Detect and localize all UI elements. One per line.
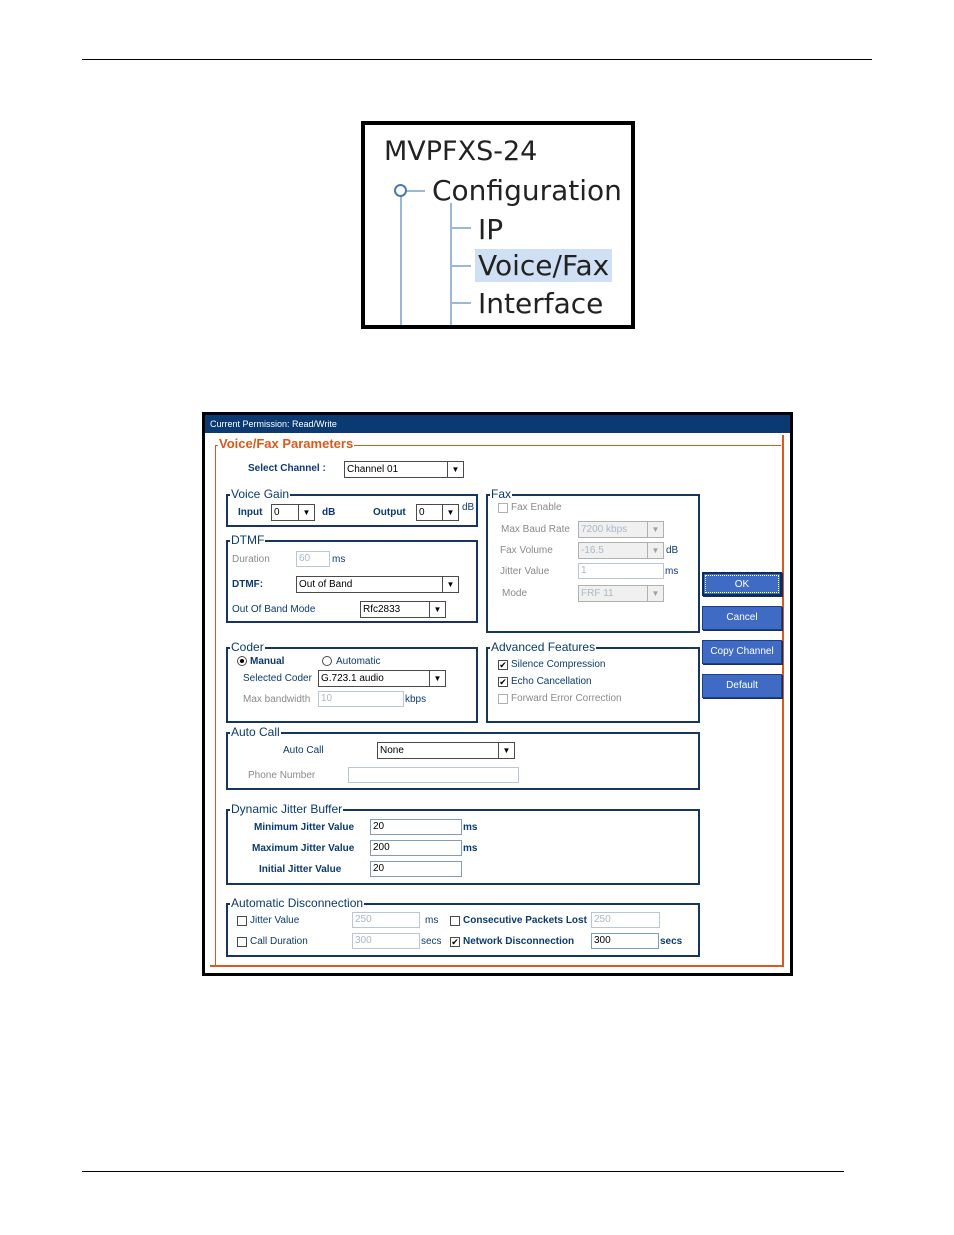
network-disconnection-label: Network Disconnection xyxy=(463,936,575,947)
disconnect-jitter-input[interactable]: 250 xyxy=(352,912,420,928)
input-gain-label: Input xyxy=(238,507,263,518)
voice-gain-title: Voice Gain xyxy=(231,487,290,501)
network-disconnection-unit: secs xyxy=(660,936,683,947)
dtmf-mode-combo[interactable]: Out of Band ▼ xyxy=(296,576,459,593)
max-bandwidth-input[interactable]: 10 xyxy=(318,691,404,707)
output-gain-unit: dB xyxy=(462,502,475,513)
echo-cancellation-label: Echo Cancellation xyxy=(511,676,592,687)
tree-item-ip[interactable]: IP xyxy=(478,213,504,246)
max-bandwidth-unit: kbps xyxy=(405,694,427,705)
max-baud-combo[interactable]: 7200 kbps ▼ xyxy=(578,521,664,538)
manual-label: Manual xyxy=(250,656,285,667)
dtmf-duration-input[interactable]: 60 xyxy=(296,551,330,567)
call-duration-checkbox[interactable] xyxy=(237,937,247,947)
phone-number-label: Phone Number xyxy=(248,770,316,781)
call-duration-input[interactable]: 300 xyxy=(352,933,420,949)
chevron-down-icon[interactable]: ▼ xyxy=(429,602,445,617)
fax-enable-checkbox[interactable] xyxy=(498,503,508,513)
min-jitter-label: Minimum Jitter Value xyxy=(254,822,355,833)
max-jitter-label: Maximum Jitter Value xyxy=(252,843,355,854)
auto-call-label: Auto Call xyxy=(283,745,324,756)
tree-root-label[interactable]: MVPFXS-24 xyxy=(384,136,538,167)
fax-volume-combo[interactable]: -16.5 ▼ xyxy=(578,542,664,559)
tree-item-voicefax[interactable]: Voice/Fax xyxy=(475,249,612,282)
silence-compression-label: Silence Compression xyxy=(511,659,606,670)
max-jitter-input[interactable]: 200 xyxy=(370,840,462,856)
dialog-content xyxy=(210,435,784,967)
automatic-label: Automatic xyxy=(336,656,381,667)
dtmf-title: DTMF xyxy=(231,533,265,547)
tree-item-interface[interactable]: Interface xyxy=(478,287,604,320)
jitter-value-checkbox[interactable] xyxy=(237,916,247,926)
tree-node-configuration[interactable]: Configuration xyxy=(432,174,622,207)
echo-cancellation-checkbox[interactable]: ✔ xyxy=(499,677,507,687)
advanced-features-title: Advanced Features xyxy=(491,640,596,654)
fec-checkbox[interactable] xyxy=(498,694,508,704)
network-disconnection-input[interactable]: 300 xyxy=(591,933,659,949)
chevron-down-icon[interactable]: ▼ xyxy=(298,505,314,520)
voice-fax-dialog xyxy=(202,412,793,976)
network-disconnection-checkbox[interactable]: ✔ xyxy=(451,937,459,947)
min-jitter-unit: ms xyxy=(463,822,478,833)
copy-channel-button[interactable]: Copy Channel xyxy=(702,640,782,664)
manual-radio[interactable] xyxy=(237,656,247,666)
fax-jitter-label: Jitter Value xyxy=(500,566,550,577)
silence-compression-checkbox[interactable]: ✔ xyxy=(499,660,507,670)
chevron-down-icon[interactable]: ▼ xyxy=(647,586,663,601)
fax-volume-unit: dB xyxy=(666,545,679,556)
initial-jitter-label: Initial Jitter Value xyxy=(259,864,342,875)
bottom-rule xyxy=(82,1171,844,1172)
oob-mode-label: Out Of Band Mode xyxy=(232,604,316,615)
ok-button[interactable]: OK xyxy=(702,572,782,596)
fax-mode-combo[interactable]: FRF 11 ▼ xyxy=(578,585,664,602)
permission-bar: Current Permission: Read/Write xyxy=(205,415,790,433)
auto-call-title: Auto Call xyxy=(231,725,280,739)
coder-title: Coder xyxy=(231,640,264,654)
tree-branch-ip xyxy=(451,227,471,229)
chevron-down-icon[interactable]: ▼ xyxy=(447,462,463,477)
fax-enable-label: Fax Enable xyxy=(511,502,562,513)
tree-branch-interface xyxy=(451,302,471,304)
select-channel-combo[interactable]: Channel 01 ▼ xyxy=(344,461,464,478)
chevron-down-icon[interactable]: ▼ xyxy=(442,505,458,520)
chevron-down-icon[interactable]: ▼ xyxy=(429,671,445,686)
output-gain-label: Output xyxy=(373,507,406,518)
consecutive-packets-checkbox[interactable] xyxy=(450,916,460,926)
select-channel-label: Select Channel : xyxy=(248,463,326,474)
dtmf-mode-label: DTMF: xyxy=(232,579,264,590)
jitter-buffer-title: Dynamic Jitter Buffer xyxy=(231,802,343,816)
auto-disconnect-title: Automatic Disconnection xyxy=(231,896,364,910)
max-jitter-unit: ms xyxy=(463,843,478,854)
output-gain-combo[interactable]: 0 ▼ xyxy=(416,504,459,521)
top-rule xyxy=(82,59,872,60)
tree-expand-icon[interactable] xyxy=(394,184,407,197)
input-gain-combo[interactable]: 0 ▼ xyxy=(271,504,315,521)
fax-jitter-input[interactable]: 1 xyxy=(578,563,664,579)
chevron-down-icon[interactable]: ▼ xyxy=(647,543,663,558)
input-gain-unit: dB xyxy=(322,507,336,518)
consecutive-packets-label: Consecutive Packets Lost xyxy=(463,915,587,926)
tree-child-line xyxy=(450,203,452,325)
disconnect-jitter-unit: ms xyxy=(425,915,439,926)
navigation-tree xyxy=(361,121,635,329)
initial-jitter-input[interactable]: 20 xyxy=(370,861,462,877)
fax-mode-label: Mode xyxy=(502,588,528,599)
phone-number-input[interactable] xyxy=(348,767,519,783)
call-duration-label: Call Duration xyxy=(250,936,308,947)
max-baud-label: Max Baud Rate xyxy=(501,524,570,535)
fax-volume-label: Fax Volume xyxy=(500,545,553,556)
selected-coder-combo[interactable]: G.723.1 audio ▼ xyxy=(318,670,446,687)
fax-title: Fax xyxy=(491,487,512,501)
min-jitter-input[interactable]: 20 xyxy=(370,819,462,835)
tree-vertical-line xyxy=(400,189,402,329)
fax-jitter-unit: ms xyxy=(665,566,679,577)
tree-branch-voicefax xyxy=(451,265,471,267)
chevron-down-icon[interactable]: ▼ xyxy=(647,522,663,537)
chevron-down-icon[interactable]: ▼ xyxy=(498,743,514,758)
call-duration-unit: secs xyxy=(421,936,442,947)
default-button[interactable]: Default xyxy=(702,674,782,698)
cancel-button[interactable]: Cancel xyxy=(702,606,782,630)
chevron-down-icon[interactable]: ▼ xyxy=(442,577,458,592)
auto-call-combo[interactable]: None ▼ xyxy=(377,742,515,759)
max-bandwidth-label: Max bandwidth xyxy=(243,694,311,705)
dtmf-duration-label: Duration xyxy=(232,554,270,565)
panel-title: Voice/Fax Parameters xyxy=(219,436,354,451)
consecutive-packets-input[interactable]: 250 xyxy=(591,912,660,928)
automatic-radio[interactable] xyxy=(322,656,332,666)
selected-coder-label: Selected Coder xyxy=(243,673,312,684)
oob-mode-combo[interactable]: Rfc2833 ▼ xyxy=(360,601,446,618)
jitter-value-label: Jitter Value xyxy=(250,915,300,926)
fec-label: Forward Error Correction xyxy=(511,693,622,704)
dtmf-duration-unit: ms xyxy=(332,554,346,565)
